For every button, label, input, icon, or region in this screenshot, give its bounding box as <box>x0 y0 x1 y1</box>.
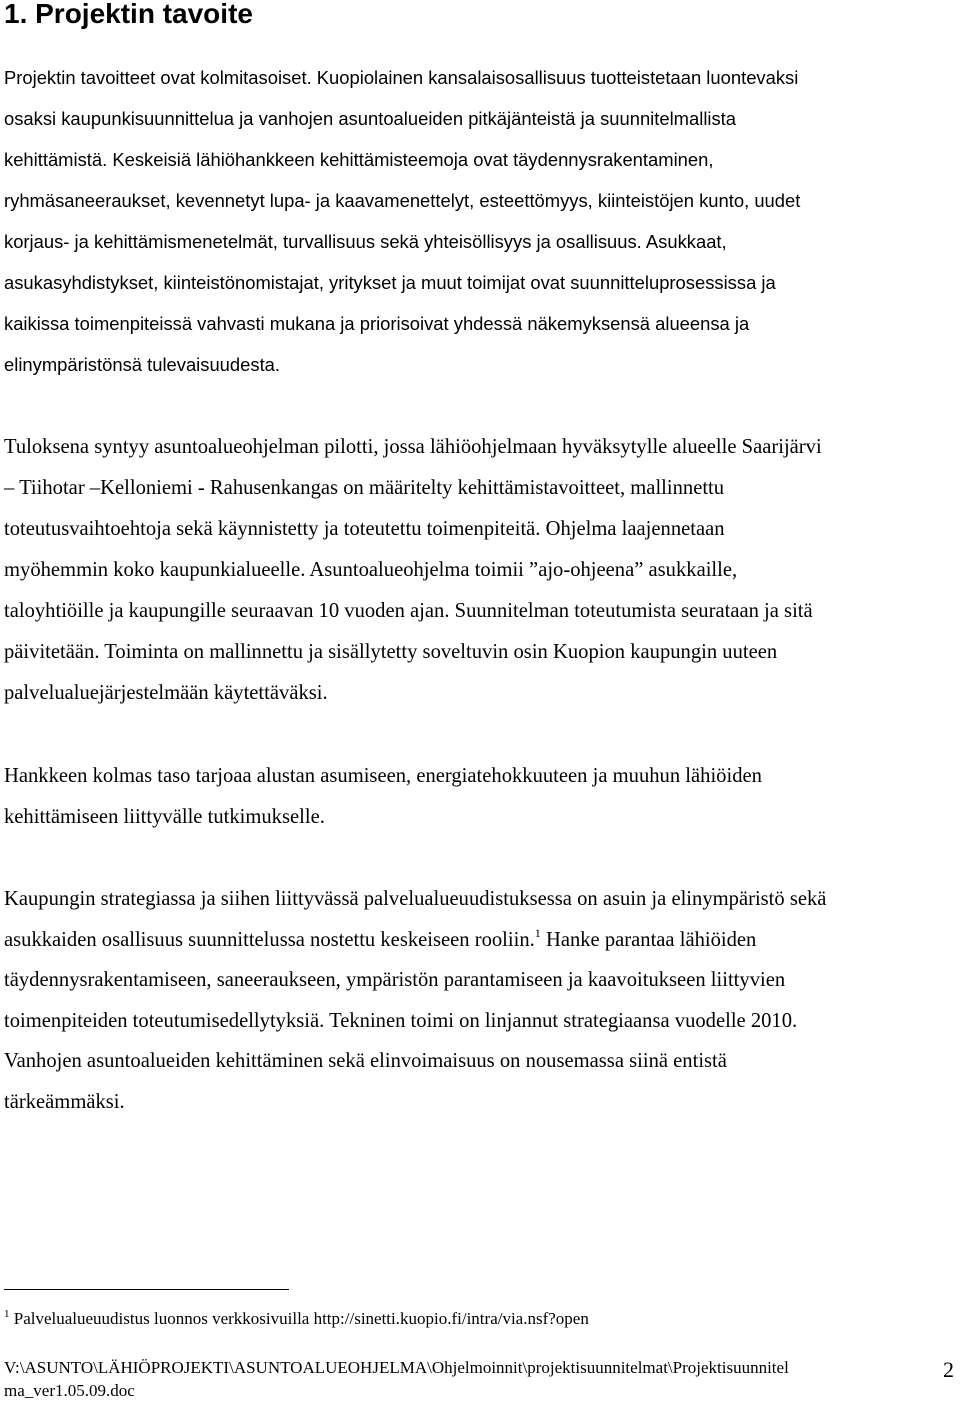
text-line: täydennysrakentamiseen, saneeraukseen, ympäristön parantamiseen ja kaavoitukseen liittyvien <box>4 969 786 992</box>
text-line: Tuloksena syntyy asuntoalueohjelman pilotti, jossa lähiöohjelmaan hyväksytylle alueelle Saarijärvi <box>4 436 822 458</box>
text-line: kehittämistä. Keskeisiä lähiöhankkeen kehittämisteemoja ovat täydennysrakentaminen, <box>4 149 714 170</box>
paragraph-research-level <box>4 756 762 838</box>
text-line: korjaus- ja kehittämismenetelmät, turvallisuus sekä yhteisöllisyys ja osallisuus. Asukkaat, <box>4 231 727 252</box>
text-line: palvelualuejärjestelmään käytettäväksi. <box>4 682 328 704</box>
text-line: Hankkeen kolmas taso tarjoaa alustan asumiseen, energiatehokkuuteen ja muuhun lähiöiden <box>4 765 762 787</box>
text-line: toimenpiteiden toteutumisedellytyksiä. Tekninen toimi on linjannut strategiaansa vuodelle 2010. <box>4 1009 798 1032</box>
text-line: tärkeämmäksi. <box>4 1090 125 1113</box>
text-line: myöhemmin koko kaupunkialueelle. Asuntoalueohjelma toimii ”ajo-ohjeena” asukkaille, <box>4 559 738 581</box>
text-line: Kaupungin strategiassa ja siihen liittyvässä palvelualueuudistuksessa on asuin ja elinympäristö sekä <box>4 888 827 910</box>
text-line: asukasyhdistykset, kiinteistönomistajat, yritykset ja muut toimijat ovat suunnitteluprosessissa ja <box>4 272 776 293</box>
paragraph-city-strategy <box>4 879 826 1123</box>
text-line-with-footnote <box>4 920 826 961</box>
text-line: kehittämiseen liittyvälle tutkimukselle. <box>4 806 325 828</box>
text-line: ryhmäsaneeraukset, kevennetyt lupa- ja kaavamenettelyt, esteettömyys, kiinteistöjen kunto, uudet <box>4 190 801 211</box>
text-line: osaksi kaupunkisuunnittelua ja vanhojen asuntoalueiden pitkäjänteistä ja suunnitelmallista <box>4 108 737 129</box>
text-segment: Hanke parantaa lähiöiden <box>540 928 757 951</box>
footnote-separator <box>4 1289 289 1290</box>
text-line: päivitetään. Toiminta on mallinnettu ja sisällytetty soveltuvin osin Kuopion kaupungin uuteen <box>4 641 778 663</box>
footnote-text: Palvelualueuudistus luonnos verkkosivuilla http://sinetti.kuopio.fi/intra/via.nsf?open <box>9 1309 589 1328</box>
paragraph-pilot-results <box>4 427 822 714</box>
text-line: – Tiihotar –Kelloniemi - Rahusenkangas on määritelty kehittämistavoitteet, mallinnettu <box>4 477 725 499</box>
text-line: elinympäristönsä tulevaisuudesta. <box>4 354 281 375</box>
section-heading: 1. Projektin tavoite <box>4 0 253 29</box>
footnote-marker: 1 <box>4 1308 10 1320</box>
text-line: toteutusvaihtoehtoja sekä käynnistetty ja toteutettu toimenpiteitä. Ohjelma laajennetaan <box>4 518 725 540</box>
text-line: kaikissa toimenpiteissä vahvasti mukana ja priorisoivat yhdessä näkemyksensä alueensa ja <box>4 313 750 334</box>
text-line: taloyhtiöille ja kaupungille seuraavan 10 vuoden ajan. Suunnitelman toteutumista seurataan ja sitä <box>4 600 813 622</box>
page-number: 2 <box>943 1357 954 1382</box>
text-segment: asukkaiden osallisuus suunnittelussa nostettu keskeiseen rooliin. <box>4 928 535 951</box>
footer-file-path: V:\ASUNTO\LÄHIÖPROJEKTI\ASUNTOALUEOHJELMA\Ohjelmoinnit\projektisuunnitelmat\Projektisuunnitel ma_ver1.05.09.doc <box>4 1358 789 1400</box>
text-line: Projektin tavoitteet ovat kolmitasoiset. Kuopiolainen kansalaisosallisuus tuotteistetaan luontevaksi <box>4 67 799 88</box>
footnote-reference[interactable]: 1 <box>534 925 541 940</box>
paragraph-project-goals <box>4 57 800 385</box>
footnote <box>4 1307 589 1331</box>
text-line: Vanhojen asuntoalueiden kehittäminen sekä elinvoimaisuus on nousemassa siinä entistä <box>4 1050 727 1073</box>
